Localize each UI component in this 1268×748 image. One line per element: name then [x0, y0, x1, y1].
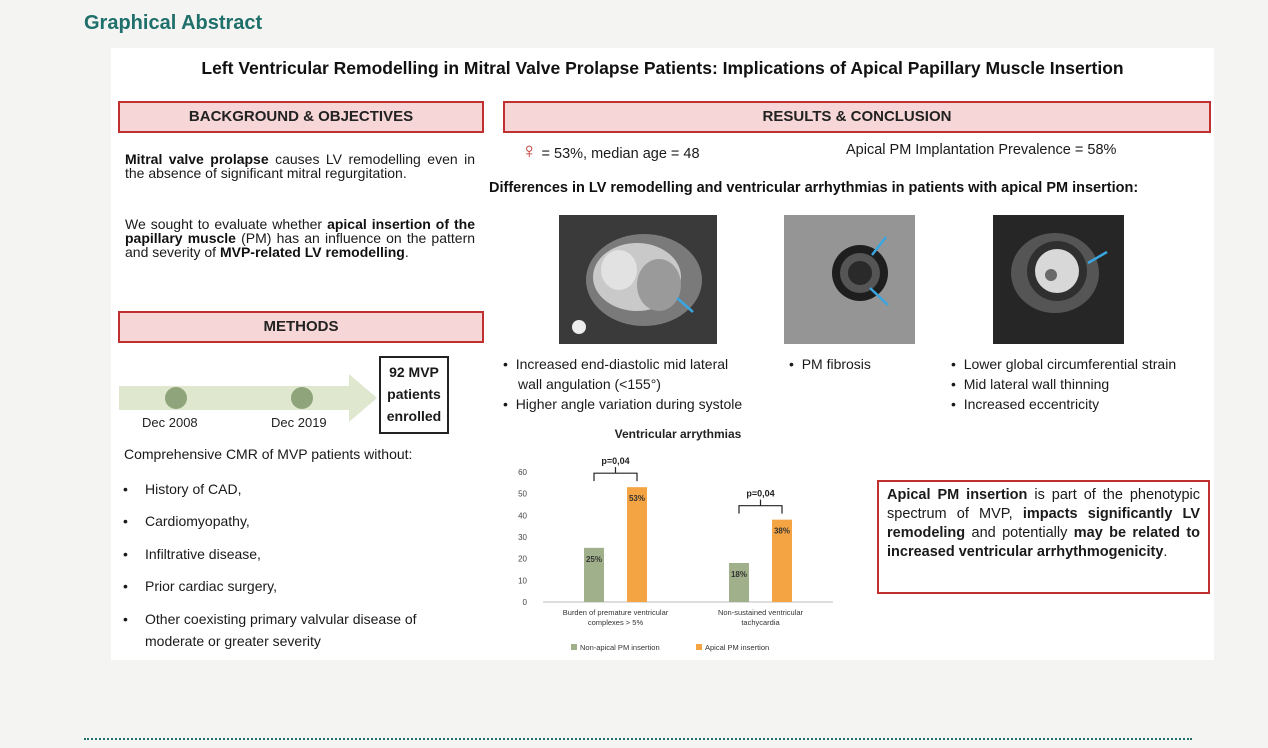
background-paragraph-2	[125, 217, 475, 259]
finding-text: Increased eccentricity	[963, 396, 1100, 412]
finding-text: Increased end-diastolic mid lateral	[515, 356, 729, 372]
p-value-label: p=0,04	[746, 488, 775, 499]
y-tick-label: 10	[518, 576, 527, 586]
findings-fibrosis	[789, 354, 871, 374]
ventricular-arrhythmias-chart	[503, 424, 853, 660]
timeline-dot-end	[291, 387, 313, 409]
objective-text-1: We sought to evaluate whether	[125, 216, 323, 232]
demographics	[521, 138, 700, 164]
significance-bracket	[594, 467, 637, 481]
enrolled-patients-box	[379, 356, 449, 434]
findings-angulation	[503, 354, 742, 414]
conclusion-bold-3: may be related to increased ventricular arrhythmogenicity	[887, 525, 1201, 560]
enrolled-line-3: enrolled	[386, 408, 442, 424]
female-symbol-icon: ♀	[521, 138, 538, 163]
bottom-dotted-divider	[84, 738, 1192, 740]
conclusion-end: .	[1163, 544, 1168, 560]
bullet-icon: •	[123, 513, 128, 529]
methods-intro: Comprehensive CMR of MVP patients without:	[124, 446, 413, 462]
x-category-label: tachycardia	[741, 618, 780, 627]
findings-strain	[951, 354, 1176, 414]
mvp-term: Mitral valve prolapse	[125, 151, 269, 167]
bar-data-label: 25%	[585, 554, 603, 564]
exclusion-text: Other coexisting primary valvular disease of	[145, 611, 417, 627]
timeline-start-date: Dec 2008	[142, 415, 198, 430]
legend-label: Apical PM insertion	[705, 643, 770, 652]
bullet-icon: •	[951, 396, 964, 412]
objective-bold-2: MVP-related LV remodelling	[219, 244, 405, 260]
bullet-icon: •	[123, 546, 128, 562]
figure-title: Left Ventricular Remodelling in Mitral Valve Prolapse Patients: Implications of Apical Papillary Muscle Insertion	[201, 58, 1124, 78]
legend-label: Non-apical PM insertion	[580, 643, 660, 652]
conclusion-bold-1: Apical PM insertion	[887, 487, 1028, 503]
y-tick-label: 50	[518, 489, 527, 499]
conclusion-bold-2: impacts significantly LV remodeling	[887, 506, 1200, 541]
results-subheading: Differences in LV remodelling and ventricular arrhythmias in patients with apical PM insertion:	[489, 180, 1139, 196]
exclusion-text: Cardiomyopathy,	[145, 513, 250, 529]
cmr-image-cine-short-axis	[993, 215, 1124, 344]
finding-text: PM fibrosis	[801, 356, 871, 372]
exclusion-text: History of CAD,	[145, 481, 242, 497]
significance-bracket	[739, 500, 782, 514]
bullet-icon: •	[503, 356, 516, 372]
apical-prevalence: Apical PM Implantation Prevalence = 58%	[846, 142, 1117, 158]
timeline-dot-start	[165, 387, 187, 409]
conclusion-text-1: is part of the phenotypic spectrum of MVP,	[887, 487, 1200, 522]
demographics-text: = 53%, median age = 48	[541, 146, 700, 162]
p-value-label: p=0,04	[601, 456, 630, 467]
y-tick-label: 0	[522, 598, 527, 607]
cmr-image-long-axis	[559, 215, 717, 344]
enrolled-line-1: 92 MVP	[389, 364, 439, 380]
x-category-label: Burden of premature ventricular	[562, 608, 669, 617]
bullet-icon: •	[503, 396, 516, 412]
bullet-icon: •	[951, 356, 964, 372]
bar-data-label: 18%	[730, 570, 748, 579]
graphical-abstract-figure	[111, 48, 1214, 660]
bar-non-apical	[729, 563, 749, 602]
background-p1-text: causes LV remodelling even in the absence of significant mitral regurgitation.	[125, 151, 475, 181]
x-category-label: Non-sustained ventricular	[717, 608, 804, 617]
bar-data-label: 53%	[628, 494, 646, 504]
bar-data-label: 38%	[773, 526, 791, 536]
bullet-icon: •	[123, 481, 128, 497]
bar-apical	[627, 487, 647, 602]
chart-title: Ventricular arrythmias	[614, 427, 742, 441]
y-tick-label: 60	[518, 468, 527, 477]
finding-text: wall angulation (<155°)	[518, 376, 661, 392]
bullet-icon: •	[123, 578, 128, 594]
legend-swatch	[696, 644, 702, 650]
objective-text-2: (PM) has an influence on the pattern and severity of	[125, 230, 476, 260]
finding-text: Higher angle variation during systole	[515, 396, 743, 412]
y-tick-label: 30	[518, 533, 527, 542]
conclusion-text-2: and potentially	[971, 525, 1068, 541]
bullet-icon: •	[123, 611, 128, 627]
objective-text-3: .	[404, 244, 409, 260]
exclusion-text: Infiltrative disease,	[145, 546, 261, 562]
timeline-end-date: Dec 2019	[271, 415, 327, 430]
results-conclusion-header: RESULTS & CONCLUSION	[503, 101, 1211, 133]
exclusion-text: Prior cardiac surgery,	[145, 578, 278, 594]
background-objectives-header: BACKGROUND & OBJECTIVES	[118, 101, 484, 133]
bullet-icon: •	[951, 376, 964, 392]
enrolled-line-2: patients	[387, 386, 441, 402]
graphical-abstract-label: Graphical Abstract	[84, 12, 263, 34]
finding-text: Lower global circumferential strain	[963, 356, 1177, 372]
cmr-image-lge-short-axis	[784, 215, 915, 344]
methods-header: METHODS	[118, 311, 484, 343]
legend-swatch	[571, 644, 577, 650]
objective-bold-1: apical insertion of the papillary muscle	[125, 216, 475, 246]
y-tick-label: 20	[518, 554, 527, 564]
y-tick-label: 40	[518, 511, 527, 521]
exclusion-text-continued: moderate or greater severity	[145, 633, 321, 649]
finding-text: Mid lateral wall thinning	[963, 376, 1110, 392]
bullet-icon: •	[789, 356, 802, 372]
x-category-label: complexes > 5%	[587, 618, 644, 627]
background-paragraph-1	[125, 152, 475, 180]
conclusion-box	[877, 480, 1210, 594]
